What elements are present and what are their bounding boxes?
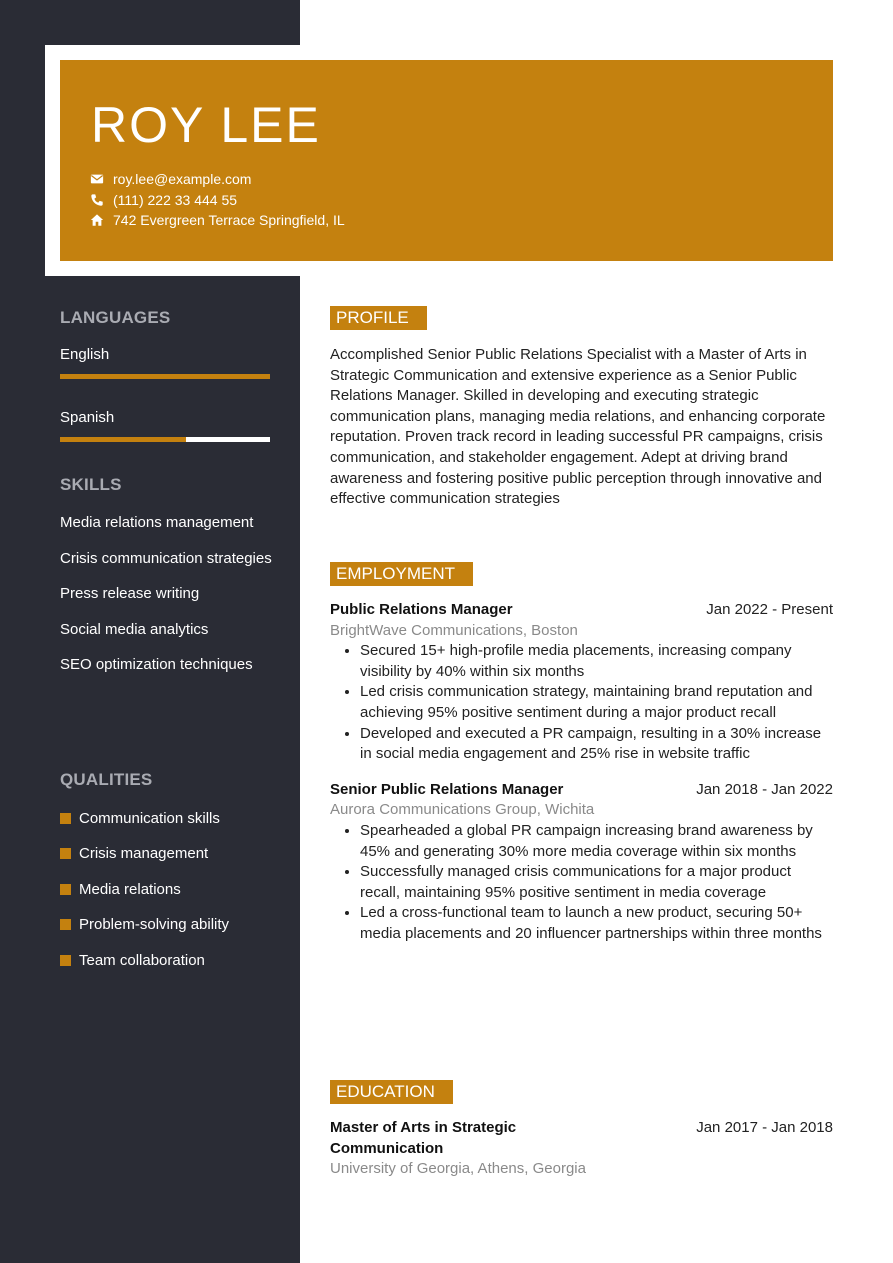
skill-item: Media relations management <box>60 514 254 531</box>
language-item <box>60 346 275 379</box>
profile-heading: PROFILE <box>330 306 427 330</box>
header <box>60 60 833 261</box>
square-bullet-icon <box>60 884 71 895</box>
profile-section <box>330 306 833 510</box>
square-bullet-icon <box>60 919 71 930</box>
qualities-section <box>60 770 275 986</box>
job-company: BrightWave Communications, Boston <box>330 621 578 639</box>
quality-item <box>60 844 275 865</box>
language-item <box>60 409 275 442</box>
skill-item: Crisis communication strategies <box>60 549 272 567</box>
languages-section <box>60 308 275 442</box>
quality-label: Problem-solving ability <box>79 916 230 934</box>
contact-info <box>90 169 345 231</box>
job-bullet: • Led crisis communication strategy, maintaining brand reputation and achieving 95% positive sentiment during a major product recall <box>360 682 833 723</box>
job-entry <box>330 780 833 945</box>
job-bullet: • Secured 15+ high-profile media placements, increasing company visibility by 40% within six months <box>360 641 833 682</box>
job-bullet: • Led a cross-functional team to launch a new product, securing 50+ media placements and 20 influencer partnerships within three months <box>360 903 833 944</box>
skill-item: Social media analytics <box>60 620 209 638</box>
skill-item: SEO optimization techniques <box>60 656 253 673</box>
languages-heading: LANGUAGES <box>60 308 171 327</box>
education-entry <box>330 1118 833 1180</box>
degree-title: Master of Arts in Strategic Communication <box>330 1119 517 1157</box>
skills-heading: SKILLS <box>60 475 122 494</box>
contact-phone <box>90 190 345 211</box>
employment-section <box>330 562 833 945</box>
square-bullet-icon <box>60 955 71 966</box>
job-company: Aurora Communications Group, Wichita <box>330 801 595 819</box>
quality-item <box>60 879 275 900</box>
quality-label: Team collaboration <box>79 951 205 969</box>
envelope-icon <box>90 172 104 186</box>
quality-label: Communication skills <box>79 809 220 827</box>
phone-icon <box>90 193 104 207</box>
job-title: Public Relations Manager <box>330 601 513 618</box>
language-level-fill <box>60 374 270 379</box>
quality-item <box>60 808 275 829</box>
job-bullets <box>330 641 833 765</box>
education-dates: Jan 2017 - Jan 2018 <box>696 1119 833 1136</box>
employment-heading: EMPLOYMENT <box>330 562 473 586</box>
quality-item <box>60 915 275 936</box>
job-bullet: • Spearheaded a global PR campaign increasing brand awareness by 45% and generating 30% more media coverage within six months <box>360 821 833 862</box>
job-dates: Jan 2018 - Jan 2022 <box>696 780 833 798</box>
skill-item: Press release writing <box>60 585 200 602</box>
job-dates: Jan 2022 - Present <box>706 601 833 618</box>
quality-item <box>60 950 275 971</box>
job-entry <box>330 600 833 765</box>
job-title: Senior Public Relations Manager <box>330 780 564 798</box>
quality-label: Media relations <box>79 880 181 898</box>
profile-summary: Accomplished Senior Public Relations Specialist with a Master of Arts in Strategic Communication and extensive experience as a Senior Public Relations Manager. Skilled in developing and executing strategic communication plans, managing media relations, and enhancing corporate reputation. Proven track record in leading successful PR campaigns, crisis communication, and stakeholder engagement. Adept at driving brand awareness and fostering positive public perception through innovative and effective communication strategies <box>330 346 826 508</box>
candidate-name: ROY LEE <box>91 97 321 153</box>
language-level-fill <box>60 437 186 442</box>
job-bullets <box>330 821 833 945</box>
square-bullet-icon <box>60 848 71 859</box>
education-heading: EDUCATION <box>330 1080 453 1104</box>
phone-text: (111) 222 33 444 55 <box>113 191 238 208</box>
language-name: Spanish <box>60 409 115 426</box>
language-level-bar <box>60 437 270 442</box>
quality-label: Crisis management <box>79 845 209 863</box>
job-bullet: • Developed and executed a PR campaign, resulting in a 30% increase in social media engagement and 25% rise in website traffic <box>360 724 833 765</box>
language-name: English <box>60 346 110 363</box>
address-text: 742 Evergreen Terrace Springfield, IL <box>113 212 345 229</box>
qualities-heading: QUALITIES <box>60 770 153 789</box>
contact-address <box>90 210 345 231</box>
skills-section <box>60 475 275 691</box>
square-bullet-icon <box>60 813 71 824</box>
job-bullet: • Successfully managed crisis communications for a major product recall, maintaining 95% positive sentiment in media coverage <box>360 862 833 903</box>
contact-email <box>90 169 345 190</box>
school-name: University of Georgia, Athens, Georgia <box>330 1160 586 1178</box>
language-level-bar <box>60 374 270 379</box>
education-section <box>330 1080 833 1180</box>
email-text: roy.lee@example.com <box>113 171 252 188</box>
home-icon <box>90 213 104 227</box>
